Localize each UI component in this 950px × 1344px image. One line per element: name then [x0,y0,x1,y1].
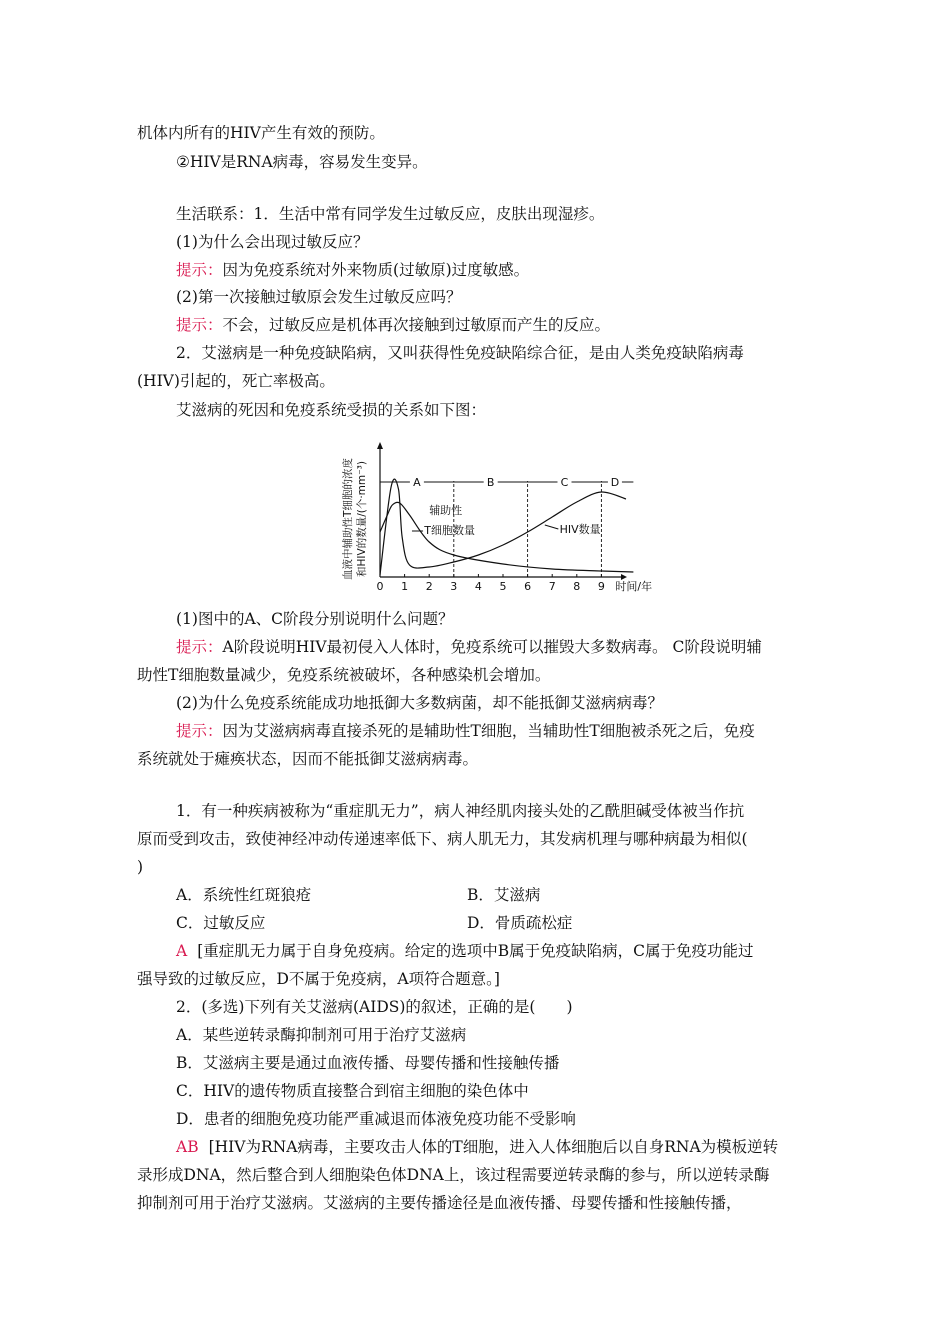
hint-text: 不会，过敏反应是机体再次接触到过敏原而产生的反应。 [222,316,611,334]
question: (2)为什么免疫系统能成功地抵御大多数病菌，却不能抵御艾滋病病毒？ [176,694,663,712]
option-a: A．系统性红斑狼疮 [176,886,312,904]
paragraph-line: 艾滋病的死因和免疫系统受损的关系如下图： [176,401,487,419]
option-c: C．过敏反应 [176,914,266,932]
exercise-1-stem: 原而受到攻击，致使神经冲动传递速率低下、病人肌无力，其发病机理与哪种病最为相似( [137,830,748,848]
answer-line [176,940,754,962]
x-tick-label: 2 [425,580,433,593]
y-axis-label: 血液中辅助性T细胞的浓度 [342,458,354,580]
hint-label: 提示： [176,261,223,279]
option-a: A．某些逆转录酶抑制剂可用于治疗艾滋病 [176,1026,467,1044]
hint-line [176,314,610,336]
t-cell-series-label: T细胞数量 [424,524,476,537]
y-axis-arrow [377,442,383,449]
hint-text: 因为艾滋病病毒直接杀死的是辅助性T细胞，当辅助性T细胞被杀死之后，免疫 [222,722,755,740]
x-tick-label: 5 [499,580,507,593]
paragraph-line: 2．艾滋病是一种免疫缺陷病，又叫获得性免疫缺陷综合征，是由人类免疫缺陷病毒 [176,344,744,362]
hiv-series-label: HIV数量 [559,523,601,536]
hint-text: A阶段说明HIV最初侵入人体时，免疫系统可以摧毁大多数病毒。 C阶段说明辅 [222,638,762,656]
exercise-2-stem: 2．(多选)下列有关艾滋病(AIDS)的叙述，正确的是( ) [176,998,573,1016]
x-tick-label: 4 [474,580,482,593]
question: (1)为什么会出现过敏反应？ [176,233,369,251]
exercise-1-stem: 1．有一种疾病被称为“重症肌无力”，病人神经肌肉接头处的乙酰胆碱受体被当作抗 [176,802,745,820]
hint-text: 因为免疫系统对外来物质(过敏原)过度敏感。 [222,261,530,279]
hiv-label-leader [545,525,559,529]
option-b: B．艾滋病主要是通过血液传播、母婴传播和性接触传播 [176,1054,560,1072]
option-d: D．骨质疏松症 [467,914,573,932]
explanation-line: 录形成DNA，然后整合到人细胞染色体DNA上，该过程需要逆转录酶的参与，所以逆转录酶 [137,1166,770,1184]
paragraph-line: (HIV)引起的，死亡率极高。 [137,372,335,390]
explanation: [重症肌无力属于自身免疫病。给定的选项中B属于免疫缺陷病，C属于免疫功能过 [197,942,754,960]
hint-label: 提示： [176,638,223,656]
hiv-t-cell-chart [336,437,653,595]
hint-line [176,720,755,742]
chart-svg [336,437,653,595]
exercise-1-stem: ) [137,858,144,876]
explanation-line: 抑制剂可用于治疗艾滋病。艾滋病的主要传播途径是血液传播、母婴传播和性接触传播， [137,1194,742,1212]
x-tick-label: 1 [401,580,409,593]
explanation: [HIV为RNA病毒，主要攻击人体的T细胞，进入人体细胞后以自身RNA为模板逆转 [208,1138,779,1156]
paragraph-line: ②HIV是RNA病毒，容易发生变异。 [176,153,428,171]
t-cell-series-label: 辅助性 [429,504,463,517]
option-c: C．HIV的遗传物质直接整合到宿主细胞的染色体中 [176,1082,529,1100]
stage-label: D [610,476,620,489]
question: (2)第一次接触过敏原会发生过敏反应吗？ [176,288,462,306]
x-tick-label: 7 [548,580,556,593]
explanation-line: 强导致的过敏反应，D不属于免疫病，A项符合题意。] [137,970,500,988]
x-tick-label: 3 [450,580,458,593]
hint-label: 提示： [176,722,223,740]
x-axis-label: 时间/年 [615,580,653,593]
answer-label: A [176,942,188,960]
t-cell-series-line [380,502,633,572]
question: (1)图中的A、C阶段分别说明什么问题？ [176,610,454,628]
x-tick-label: 0 [376,580,384,593]
paragraph-line: 系统就处于瘫痪状态，因而不能抵御艾滋病病毒。 [137,750,479,768]
life-connection-heading: 生活联系：1．生活中常有同学发生过敏反应，皮肤出现湿疹。 [176,205,605,223]
hint-line [176,259,529,281]
stage-label: C [560,476,569,489]
y-axis-label: 和HIV的数量/(个·mm⁻³) [356,461,368,577]
stage-label: A [413,476,421,489]
option-b: B．艾滋病 [467,886,541,904]
answer-line [176,1136,778,1158]
option-d: D．患者的细胞免疫功能严重减退而体液免疫功能不受影响 [176,1110,576,1128]
hint-line [176,636,762,658]
paragraph-line: 助性T细胞数量减少，免疫系统被破坏，各种感染机会增加。 [137,666,551,684]
x-tick-label: 6 [524,580,532,593]
hint-label: 提示： [176,316,223,334]
answer-label: AB [176,1138,199,1156]
x-tick-label: 8 [573,580,581,593]
stage-label: B [486,476,495,489]
x-tick-label: 9 [597,580,605,593]
paragraph-line: 机体内所有的HIV产生有效的预防。 [137,124,385,142]
